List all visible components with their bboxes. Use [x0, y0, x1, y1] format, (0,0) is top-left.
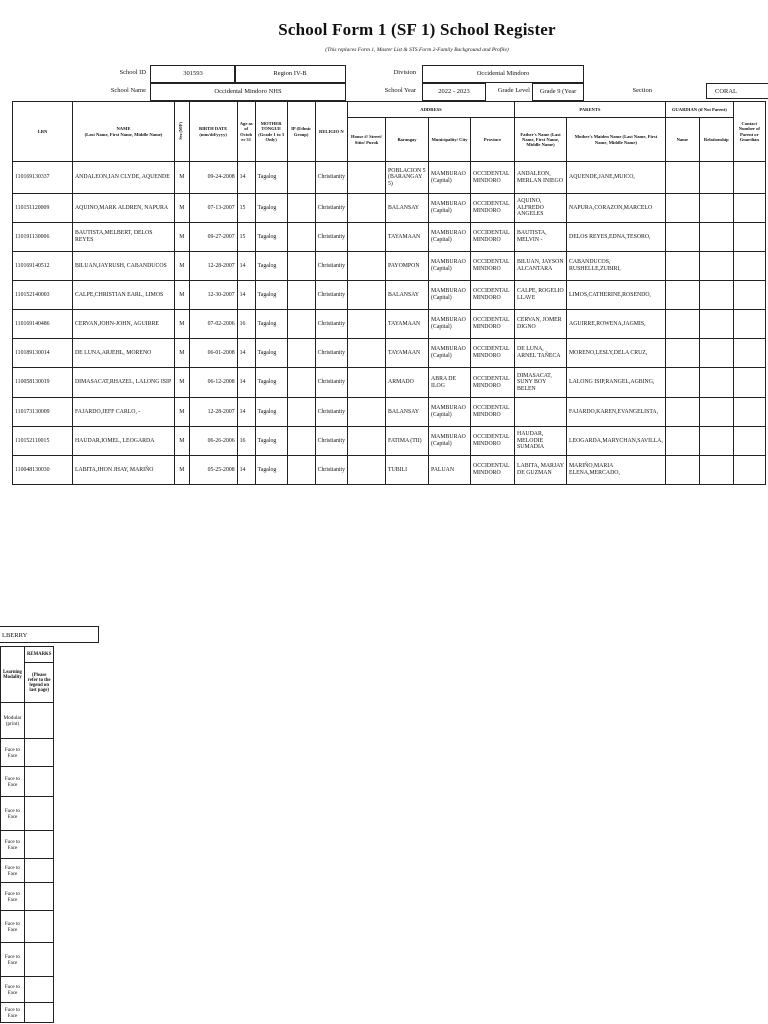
cell-modality: Face to Face	[1, 883, 25, 911]
cell-birth: 06-01-2008	[189, 339, 237, 368]
cell-ip	[287, 339, 315, 368]
cell-contact	[733, 427, 765, 456]
col-parents: PARENTS	[515, 102, 666, 118]
cell-municipality: MAMBURAO (Capital)	[429, 252, 471, 281]
cell-municipality: MAMBURAO (Capital)	[429, 223, 471, 252]
cell-house	[348, 427, 386, 456]
cell-age: 14	[237, 398, 255, 427]
remarks-row	[1, 943, 54, 977]
cell-mother: AGUIRRE,ROWENA,JAGMIS,	[567, 310, 666, 339]
cell-birth: 09-24-2008	[189, 162, 237, 194]
cell-contact	[733, 281, 765, 310]
cell-tongue: Tagalog	[255, 194, 287, 223]
cell-father: AQUINO, ALFREDO ANGELES	[515, 194, 567, 223]
cell-house	[348, 339, 386, 368]
cell-modality: Modular (print)	[1, 703, 25, 739]
cell-age: 16	[237, 427, 255, 456]
cell-barangay: TAYAMAAN	[386, 310, 429, 339]
cell-birth: 07-13-2007	[189, 194, 237, 223]
cell-sex: M	[175, 427, 190, 456]
region-value: Region IV-B	[234, 65, 346, 83]
cell-lrn: 110152110015	[13, 427, 73, 456]
grade-level-label: Grade Level	[497, 87, 530, 94]
cell-lrn: 110191130006	[13, 223, 73, 252]
cell-sex: M	[175, 223, 190, 252]
cell-birth: 12-30-2007	[189, 281, 237, 310]
remarks-row	[1, 1003, 54, 1023]
cell-age: 15	[237, 223, 255, 252]
form-title: School Form 1 (SF 1) School Register	[278, 20, 556, 39]
cell-province: OCCIDENTAL MINDORO	[471, 162, 515, 194]
cell-mother: NAPURA,CORAZON,MARCELO	[567, 194, 666, 223]
cell-name: DE LUNA,ARJEHL, MORENO	[73, 339, 175, 368]
cell-remarks	[24, 1003, 54, 1023]
cell-guardian-rel	[699, 223, 733, 252]
remarks-row	[1, 767, 54, 797]
cell-modality: Face to Face	[1, 767, 25, 797]
remarks-row	[1, 797, 54, 831]
cell-father: CERVAN, JOMER DIGNO	[515, 310, 567, 339]
cell-religion: Christianity	[315, 162, 347, 194]
cell-age: 14	[237, 339, 255, 368]
cell-guardian-name	[665, 368, 699, 398]
cell-modality: Face to Face	[1, 831, 25, 859]
cell-tongue: Tagalog	[255, 368, 287, 398]
remarks-row	[1, 883, 54, 911]
cell-province: OCCIDENTAL MINDORO	[471, 339, 515, 368]
cell-sex: M	[175, 310, 190, 339]
col-name-title: NAME	[116, 126, 131, 132]
cell-remarks	[24, 767, 54, 797]
cell-father: HAUDAR, MELODIE SUMADIA	[515, 427, 567, 456]
cell-father: BILUAN, JAYSON ALCANTARA	[515, 252, 567, 281]
cell-birth: 12-28-2007	[189, 252, 237, 281]
cell-province: OCCIDENTAL MINDORO	[471, 398, 515, 427]
cell-province: OCCIDENTAL MINDORO	[471, 310, 515, 339]
cell-religion: Christianity	[315, 281, 347, 310]
col-sex	[175, 102, 190, 162]
cell-age: 15	[237, 194, 255, 223]
cell-sex: M	[175, 456, 190, 485]
col-mother: Mother's Maiden Name (Last Name, First Name, Middle Name)	[567, 118, 666, 162]
cell-contact	[733, 456, 765, 485]
cell-birth: 06-12-2008	[189, 368, 237, 398]
table-row	[13, 398, 766, 427]
col-lrn: LRN	[13, 102, 73, 162]
cell-lrn: 110152140003	[13, 281, 73, 310]
remarks-body	[1, 703, 54, 1023]
cell-age: 16	[237, 310, 255, 339]
col-contact: Contact Number of Parent or Guardian	[733, 102, 765, 162]
cell-barangay: TAYAMAAN	[386, 339, 429, 368]
cell-name: BILUAN,JAYRUSH, CABANDUCOS	[73, 252, 175, 281]
cell-municipality: PALUAN	[429, 456, 471, 485]
cell-religion: Christianity	[315, 223, 347, 252]
cell-remarks	[24, 831, 54, 859]
cell-tongue: Tagalog	[255, 281, 287, 310]
cell-house	[348, 252, 386, 281]
cell-name: ANDALEON,IAN CLYDE, AQUENDE	[73, 162, 175, 194]
cell-contact	[733, 398, 765, 427]
cell-mother: CABANDUCOS, RUSHELLE,ZUBIRI,	[567, 252, 666, 281]
cell-guardian-name	[665, 398, 699, 427]
cell-remarks	[24, 911, 54, 943]
cell-modality: Face to Face	[1, 1003, 25, 1023]
remarks-row	[1, 859, 54, 883]
cell-barangay: ARMADO	[386, 368, 429, 398]
col-ip: IP (Ethnic Group)	[287, 102, 315, 162]
cell-province: OCCIDENTAL MINDORO	[471, 427, 515, 456]
cell-mother: DELOS REYES,EDNA,TESORO,	[567, 223, 666, 252]
cell-lrn: 110189130014	[13, 339, 73, 368]
cell-lrn: 110169140486	[13, 310, 73, 339]
cell-lrn: 110058130019	[13, 368, 73, 398]
cell-guardian-rel	[699, 368, 733, 398]
col-municipality: Municipality/ City	[429, 118, 471, 162]
cell-age: 14	[237, 456, 255, 485]
cell-age: 14	[237, 281, 255, 310]
col-religion: RELIGIO N	[315, 102, 347, 162]
cell-guardian-name	[665, 194, 699, 223]
cell-house	[348, 223, 386, 252]
cell-barangay: TAYAMAAN	[386, 223, 429, 252]
cell-province: OCCIDENTAL MINDORO	[471, 194, 515, 223]
remarks-row	[1, 977, 54, 1003]
cell-mother: LALONG ISIP,RANGEL,AGBING,	[567, 368, 666, 398]
cell-sex: M	[175, 281, 190, 310]
table-row	[13, 427, 766, 456]
cell-birth: 09-27-2007	[189, 223, 237, 252]
col-guardian: GUARDIAN (if Not Parent)	[665, 102, 733, 118]
cell-religion: Christianity	[315, 398, 347, 427]
division-value: Occidental Mindoro	[422, 65, 584, 83]
cell-sex: M	[175, 162, 190, 194]
cell-name: FAJARDO,JEFF CARLO, -	[73, 398, 175, 427]
cell-contact	[733, 162, 765, 194]
remarks-row	[1, 911, 54, 943]
cell-ip	[287, 162, 315, 194]
col-address: ADDRESS	[348, 102, 515, 118]
cell-religion: Christianity	[315, 310, 347, 339]
col-province: Province	[471, 118, 515, 162]
cell-birth: 05-25-2008	[189, 456, 237, 485]
cell-sex: M	[175, 368, 190, 398]
cell-modality: Face to Face	[1, 977, 25, 1003]
cell-ip	[287, 281, 315, 310]
col-remarks: REMARKS	[24, 647, 54, 663]
col-name-sub: (Last Name, First Name, Middle Name)	[84, 131, 163, 137]
cell-tongue: Tagalog	[255, 398, 287, 427]
cell-ip	[287, 456, 315, 485]
cell-municipality: MAMBURAO (Capital)	[429, 281, 471, 310]
cell-name: CERVAN,JOHN-JOHN, AGUIRRE	[73, 310, 175, 339]
cell-name: BAUTISTA,MELBERT, DELOS REYES	[73, 223, 175, 252]
cell-province: OCCIDENTAL MINDORO	[471, 368, 515, 398]
cell-province: OCCIDENTAL MINDORO	[471, 281, 515, 310]
school-name-label: School Name	[110, 87, 146, 94]
cell-province: OCCIDENTAL MINDORO	[471, 252, 515, 281]
cell-name: LABITA,JHON JHAY, MARIÑO	[73, 456, 175, 485]
cell-contact	[733, 194, 765, 223]
cell-tongue: Tagalog	[255, 456, 287, 485]
cell-barangay: POBLACION 5 (BARANGAY 5)	[386, 162, 429, 194]
cell-ip	[287, 223, 315, 252]
cell-father: DE LUNA, ARNEL TAÑECA	[515, 339, 567, 368]
table-row	[13, 368, 766, 398]
cell-remarks	[24, 797, 54, 831]
cell-guardian-name	[665, 252, 699, 281]
col-guardian-name: Name	[665, 118, 699, 162]
register-table	[12, 101, 766, 485]
cell-lrn: 110169140512	[13, 252, 73, 281]
cell-tongue: Tagalog	[255, 162, 287, 194]
cell-father: ANDALEON, MERLAN INIEGO	[515, 162, 567, 194]
register-body	[13, 162, 766, 485]
cell-name: CALPE,CHRISTIAN EARL, LIMOS	[73, 281, 175, 310]
cell-sex: M	[175, 339, 190, 368]
cell-remarks	[24, 977, 54, 1003]
cell-tongue: Tagalog	[255, 223, 287, 252]
grade-level-value: Grade 9 (Year	[532, 83, 584, 101]
cell-ip	[287, 427, 315, 456]
cell-house	[348, 162, 386, 194]
cell-name: HAUDAR,IOMEL, LEOGARDA	[73, 427, 175, 456]
cell-name: AQUINO,MARK ALDREN, NAPURA	[73, 194, 175, 223]
cell-guardian-rel	[699, 398, 733, 427]
cell-religion: Christianity	[315, 427, 347, 456]
school-year-value: 2022 - 2023	[422, 83, 486, 101]
header-row	[13, 102, 766, 118]
school-name-value: Occidental Mindoro NHS	[150, 83, 346, 101]
cell-house	[348, 456, 386, 485]
cell-birth: 12-28-2007	[189, 398, 237, 427]
cell-modality: Face to Face	[1, 911, 25, 943]
cell-religion: Christianity	[315, 368, 347, 398]
remarks-row	[1, 739, 54, 767]
col-name	[73, 102, 175, 162]
cell-mother: MORENO,LESLY,DELA CRUZ,	[567, 339, 666, 368]
remarks-row	[1, 831, 54, 859]
cell-ip	[287, 252, 315, 281]
remarks-row	[1, 703, 54, 739]
cell-guardian-name	[665, 162, 699, 194]
cell-contact	[733, 339, 765, 368]
cell-guardian-name	[665, 456, 699, 485]
cell-modality: Face to Face	[1, 797, 25, 831]
cell-contact	[733, 223, 765, 252]
col-birth: BIRTH DATE (mm/dd/yyyy)	[189, 102, 237, 162]
cell-mother: FAJARDO,KAREN,EVANGELISTA,	[567, 398, 666, 427]
col-father: Father's Name (Last Name, First Name, Middle Name)	[515, 118, 567, 162]
cell-municipality: MAMBURAO (Capital)	[429, 194, 471, 223]
cell-birth: 07-02-2006	[189, 310, 237, 339]
cell-lrn: 110151120009	[13, 194, 73, 223]
cell-religion: Christianity	[315, 194, 347, 223]
cell-modality: Face to Face	[1, 739, 25, 767]
col-house: House #/ Street/ Sitio/ Purok	[348, 118, 386, 162]
cell-municipality: MAMBURAO (Capital)	[429, 339, 471, 368]
cell-age: 14	[237, 252, 255, 281]
cell-guardian-rel	[699, 310, 733, 339]
cell-guardian-rel	[699, 252, 733, 281]
cell-guardian-name	[665, 427, 699, 456]
cell-guardian-rel	[699, 194, 733, 223]
cell-guardian-rel	[699, 281, 733, 310]
cell-house	[348, 281, 386, 310]
cell-guardian-name	[665, 339, 699, 368]
school-info	[0, 0, 768, 100]
cell-barangay: PAYOMPON	[386, 252, 429, 281]
cell-house	[348, 194, 386, 223]
table-row	[13, 281, 766, 310]
cell-barangay: BALANSAY	[386, 281, 429, 310]
cell-mother: LEOGARDA,MARYCHAN,SAVILLA,	[567, 427, 666, 456]
cell-remarks	[24, 859, 54, 883]
cell-father: DIMASACAT, SUNY BOY BELEN	[515, 368, 567, 398]
col-remarks-legend: (Please refer to the legend on last page)	[24, 663, 54, 703]
section-cut-text: LBERRY	[0, 626, 99, 643]
col-modality: Learning Modality	[1, 647, 25, 703]
cell-contact	[733, 252, 765, 281]
cell-house	[348, 368, 386, 398]
division-label: Division	[393, 69, 416, 76]
cell-ip	[287, 368, 315, 398]
school-id-label: School ID	[119, 69, 146, 76]
cell-province: OCCIDENTAL MINDORO	[471, 223, 515, 252]
cell-guardian-rel	[699, 339, 733, 368]
col-guardian-rel: Relationship	[699, 118, 733, 162]
cell-lrn: 110048130030	[13, 456, 73, 485]
cell-ip	[287, 194, 315, 223]
cell-religion: Christianity	[315, 339, 347, 368]
cell-birth: 06-26-2006	[189, 427, 237, 456]
cell-father: CALPE, ROGELIO LLAVE	[515, 281, 567, 310]
cell-guardian-rel	[699, 162, 733, 194]
cell-sex: M	[175, 194, 190, 223]
cell-municipality: MAMBURAO (Capital)	[429, 427, 471, 456]
col-age: Age as of Octob er 31	[237, 102, 255, 162]
section-label: Section	[632, 87, 652, 94]
table-row	[13, 194, 766, 223]
cell-remarks	[24, 883, 54, 911]
cell-municipality: MAMBURAO (Capital)	[429, 162, 471, 194]
cell-municipality: MAMBURAO (Capital)	[429, 310, 471, 339]
cell-municipality: MAMBURAO (Capital)	[429, 398, 471, 427]
cell-barangay: FATIMA (TII)	[386, 427, 429, 456]
cell-sex: M	[175, 252, 190, 281]
cell-province: OCCIDENTAL MINDORO	[471, 456, 515, 485]
cell-contact	[733, 368, 765, 398]
table-row	[13, 252, 766, 281]
cell-barangay: BALANSAY	[386, 398, 429, 427]
col-sex-label: Sex (M/F)	[178, 121, 184, 140]
cell-mother: AQUENDE,JANE,MUICO,	[567, 162, 666, 194]
cell-guardian-name	[665, 281, 699, 310]
cell-name: DIMASACAT,RHAZEL, LALONG ISIP	[73, 368, 175, 398]
cell-mother: MARIÑO,MARIA ELENA,MERCADO,	[567, 456, 666, 485]
cell-barangay: TUBILI	[386, 456, 429, 485]
cell-religion: Christianity	[315, 252, 347, 281]
cell-sex: M	[175, 398, 190, 427]
cell-tongue: Tagalog	[255, 310, 287, 339]
cell-father: BAUTISTA, MELVIN -	[515, 223, 567, 252]
table-row	[13, 162, 766, 194]
table-row	[13, 223, 766, 252]
col-mother-tongue: MOTHER TONGUE (Grade 1 to 3 Only)	[255, 102, 287, 162]
cell-guardian-rel	[699, 456, 733, 485]
cell-ip	[287, 398, 315, 427]
cell-lrn: 110169130337	[13, 162, 73, 194]
cell-tongue: Tagalog	[255, 252, 287, 281]
cell-age: 14	[237, 368, 255, 398]
cell-lrn: 110173130009	[13, 398, 73, 427]
cell-contact	[733, 310, 765, 339]
cell-modality: Face to Face	[1, 859, 25, 883]
school-id-value: 301593	[150, 65, 236, 83]
cell-house	[348, 398, 386, 427]
section-value: CORAL	[706, 83, 768, 99]
cell-municipality: ABRA DE ILOG	[429, 368, 471, 398]
cell-tongue: Tagalog	[255, 339, 287, 368]
cell-father	[515, 398, 567, 427]
col-barangay: Barangay	[386, 118, 429, 162]
table-row	[13, 456, 766, 485]
cell-guardian-name	[665, 310, 699, 339]
cell-age: 14	[237, 162, 255, 194]
school-year-label: School Year	[384, 87, 416, 94]
remarks-table	[0, 646, 54, 1023]
cell-religion: Christianity	[315, 456, 347, 485]
cell-house	[348, 310, 386, 339]
cell-barangay: BALANSAY	[386, 194, 429, 223]
cell-remarks	[24, 703, 54, 739]
cell-mother: LIMOS,CATHERINE,ROSENDO,	[567, 281, 666, 310]
cell-remarks	[24, 943, 54, 977]
cell-remarks	[24, 739, 54, 767]
cell-modality: Face to Face	[1, 943, 25, 977]
cell-father: LABITA, MARJAY DE GUZMAN	[515, 456, 567, 485]
table-row	[13, 310, 766, 339]
cell-guardian-rel	[699, 427, 733, 456]
cell-tongue: Tagalog	[255, 427, 287, 456]
cell-ip	[287, 310, 315, 339]
cell-guardian-name	[665, 223, 699, 252]
form-subtitle: (This replaces Form 1, Master List & STS Form 2-Family Background and Profile)	[325, 47, 509, 53]
table-row	[13, 339, 766, 368]
